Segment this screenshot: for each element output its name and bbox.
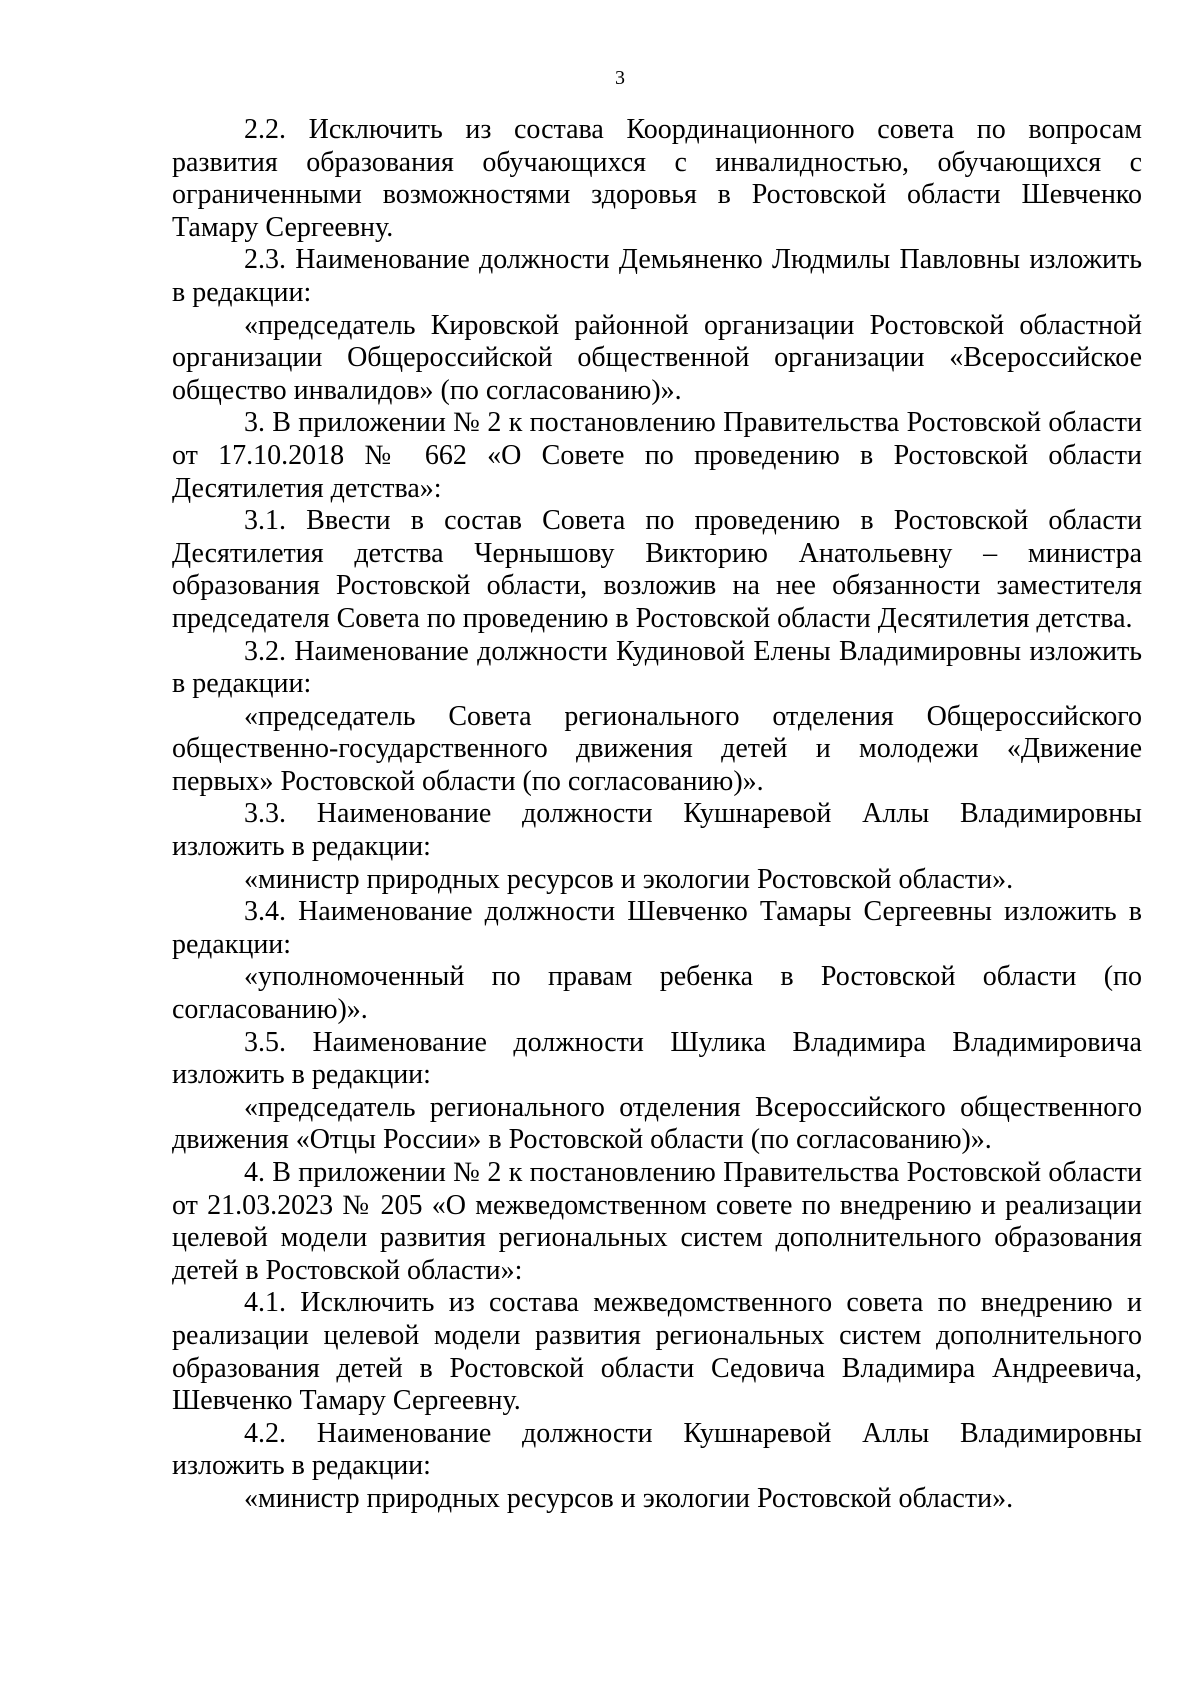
paragraph-3-5-quote: «председатель регионального отделения Всероссийского общественного движения «Отцы России» в Ростовской области (по согласованию)». [172,1091,1142,1156]
paragraph-3-3-quote: «министр природных ресурсов и экологии Ростовской области». [244,863,1014,895]
paragraph-4-1: 4.1. Исключить из состава межведомственного совета по внедрению и реализации целевой модели развития региональных систем дополнительного образования детей в Ростовской области Седовича Владимира Андреевича, Шевченко Тамару Сергеевну. [172,1287,1142,1417]
paragraph-3-2: 3.2. Наименование должности Кудиновой Елены Владимировны изложить в редакции: [172,635,1142,700]
paragraph-3-3: 3.3. Наименование должности Кушнаревой Аллы Владимировны изложить в редакции: [172,798,1142,863]
document-body [172,114,1142,1516]
paragraph-3-5: 3.5. Наименование должности Шулика Владимира Владимировича изложить в редакции: [172,1026,1142,1091]
paragraph-4: 4. В приложении № 2 к постановлению Правительства Ростовской области от 21.03.2023 № 205 «О межведомственном совете по внедрению и реализации целевой модели развития региональных систем дополнительного образования детей в Ростовской области»: [172,1157,1142,1286]
paragraph-3-4-quote: «уполномоченный по правам ребенка в Ростовской области (по согласованию)». [172,961,1142,1026]
page-number: 3 [615,67,625,89]
paragraph-3-2-quote: «председатель Совета регионального отделения Общероссийского общественно-государственного движения детей и молодежи «Движение первых» Ростовской области (по согласованию)». [172,700,1142,797]
paragraph-3-1: 3.1. Ввести в состав Совета по проведению в Ростовской области Десятилетия детства Чернышову Викторию Анатольевну – министра образования Ростовской области, возложив на нее обязанности заместителя председателя Совета по проведению в Ростовской области Десятилетия детства. [172,505,1142,634]
paragraph-2-3-quote: «председатель Кировской районной организации Ростовской областной организации Общероссийской общественной организации «Всероссийское общество инвалидов» (по согласованию)». [172,309,1142,406]
paragraph-2-3: 2.3. Наименование должности Демьяненко Людмилы Павловны изложить в редакции: [172,244,1142,308]
paragraph-3-4: 3.4. Наименование должности Шевченко Тамары Сергеевны изложить в редакции: [172,896,1142,960]
paragraph-4-2: 4.2. Наименование должности Кушнаревой Аллы Владимировны изложить в редакции: [172,1417,1142,1482]
paragraph-3: 3. В приложении № 2 к постановлению Правительства Ростовской области от 17.10.2018 № 662 «О Совете по проведению в Ростовской области Десятилетия детства»: [172,407,1142,504]
paragraph-2-2: 2.2. Исключить из состава Координационного совета по вопросам развития образования обучающихся с инвалидностью, обучающихся с ограниченными возможностями здоровья в Ростовской области Шевченко Тамару Сергеевну. [172,114,1142,243]
paragraph-4-2-quote: «министр природных ресурсов и экологии Ростовской области». [244,1482,1014,1514]
